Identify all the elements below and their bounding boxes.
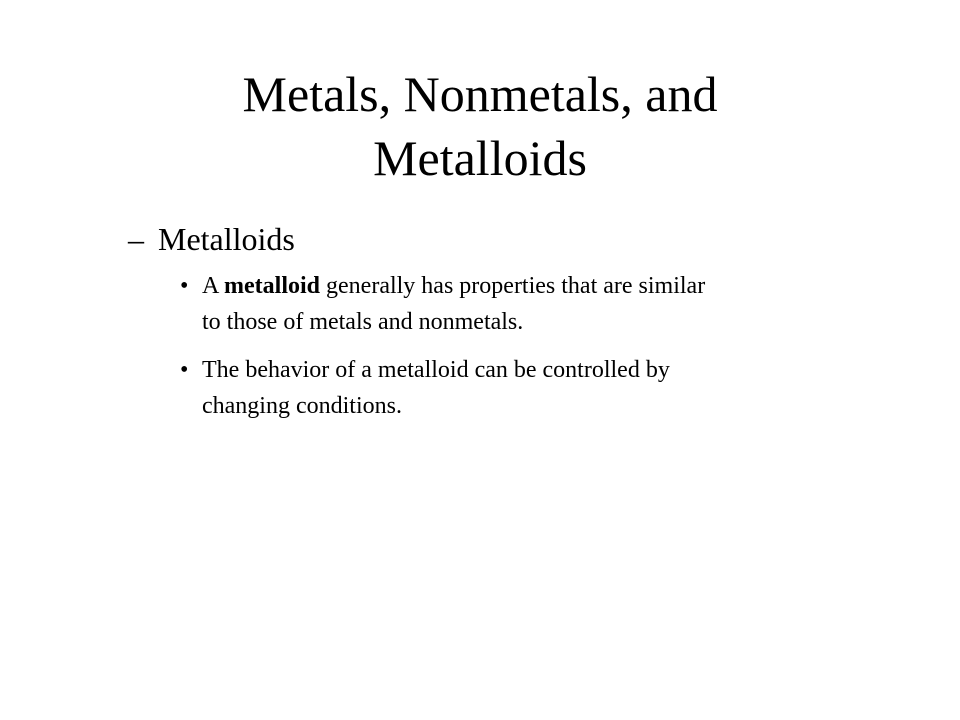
bullet-1-prefix: A	[202, 273, 225, 299]
subheading-label: Metalloids	[158, 221, 295, 257]
slide-title-line-1: Metals, Nonmetals, and	[242, 66, 718, 122]
bullet-1-suffix: generally has properties that are similar	[320, 273, 706, 299]
list-item	[180, 352, 880, 424]
bold-term-metalloid: metalloid	[224, 273, 321, 299]
bullet-1-line-2: to those of metals and nonmetals.	[202, 309, 524, 335]
bullet-marker: •	[180, 357, 189, 383]
bullet-2-line-1: The behavior of a metalloid can be controlled by	[202, 357, 670, 383]
bullet-1-line-1	[202, 268, 880, 304]
dash-marker: –	[128, 221, 144, 257]
slide-title-line-2: Metalloids	[373, 130, 587, 186]
bullet-marker: •	[180, 273, 189, 299]
bullet-list	[180, 268, 880, 436]
slide-title	[100, 62, 860, 190]
list-item	[180, 268, 880, 340]
bullet-2-line-2: changing conditions.	[202, 393, 402, 419]
subheading	[128, 217, 295, 261]
